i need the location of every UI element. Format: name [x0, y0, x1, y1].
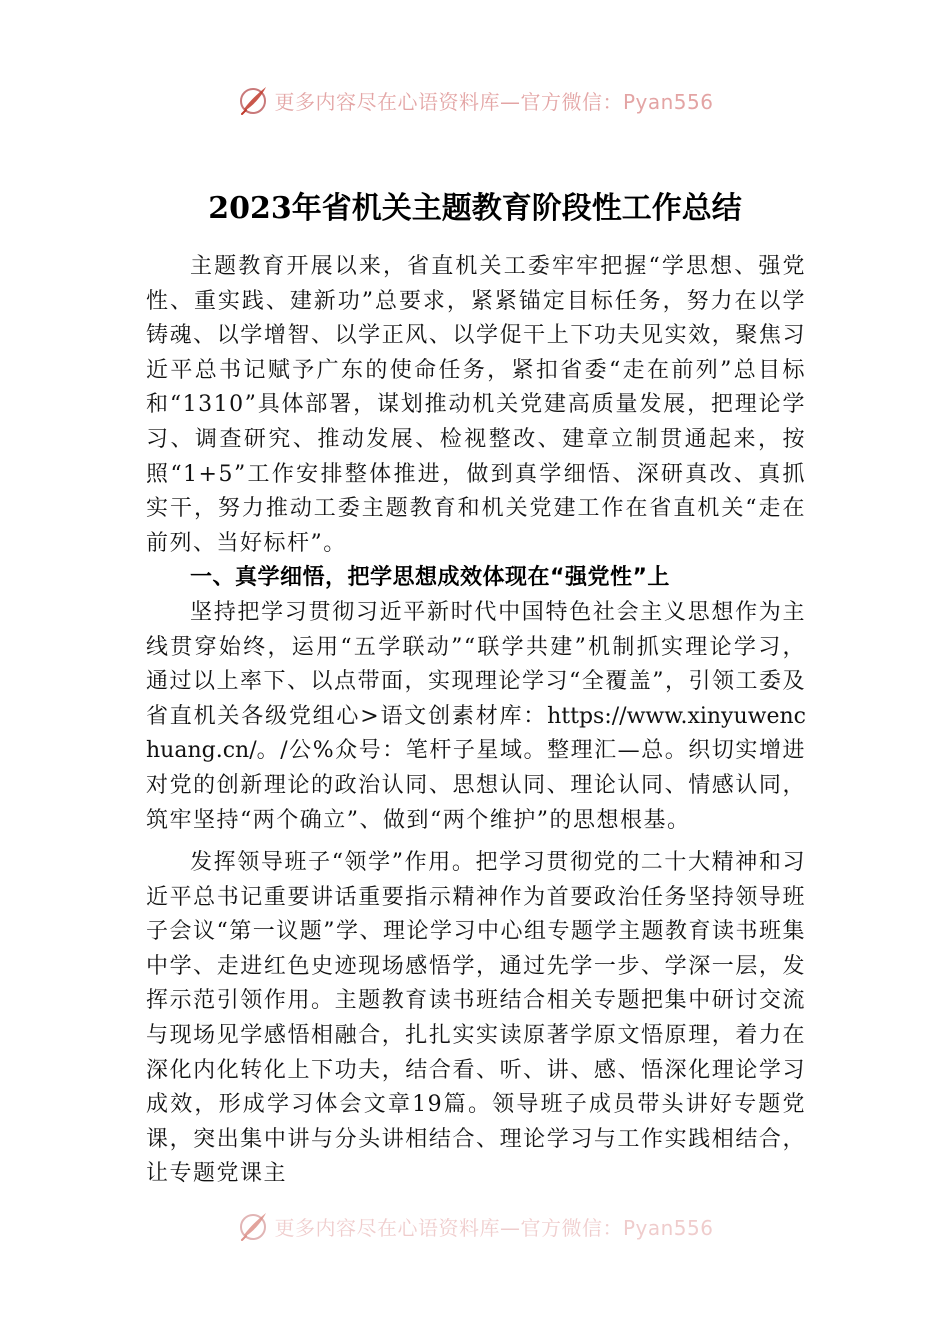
watermark-banner-text: 更多内容尽在心语资料库—官方微信：Pyan556 [274, 89, 714, 114]
section1-paragraph-2: 发挥领导班子“领学”作用。把学习贯彻党的二十大精神和习近平总书记重要讲话重要指示精神作为首要政治任务坚持领导班子会议“第一议题”学、理论学习中心组专题学主题教育读书班集中学、走进红色史迹现场感悟学，通过先学一步、学深一层，发挥示范引领作用。主题教育读书班结合相关专题把集中研讨交流与现场见学感悟相融合，扎扎实实读原著学原文悟原理，着力在深化内化转化上下功夫，结合看、听、讲、感、悟深化理论学习成效，形成学习体会文章19篇。领导班子成员带头讲好专题党课，突出集中讲与分头讲相结合、理论学习与工作实践相结合，让专题党课主 [146, 850, 806, 1187]
document-body [146, 250, 806, 1192]
section1-paragraph-1-text-b: 。/公%众号：笔杆子星域。整理汇—总。织切实增进对党的创新理论的政治认同、思想认同、理论认同、情感认同，筑牢坚持“两个确立”、做到“两个维护”的思想根基。 [146, 738, 806, 833]
section1-paragraph-1-text-a: 坚持把学习贯彻习近平新时代中国特色社会主义思想作为主线贯穿始终，运用“五学联动”“联学共建”机制抓实理论学习，通过以上率下、以点带面，实现理论学习“全覆盖”，引领工委及省直机关各级党组心>语文创素材库： [146, 599, 806, 729]
watermark-banner-top [0, 80, 950, 120]
watermark-banner-content [236, 83, 713, 117]
watermark-banner-text-bottom: 更多内容尽在心语资料库—官方微信：Pyan556 [274, 1215, 714, 1240]
watermark-banner-content-bottom [236, 1209, 713, 1243]
section-heading-1: 一、真学细悟，把学思想成效体现在“强党性”上 [190, 565, 670, 591]
document-title: 2023年省机关主题教育阶段性工作总结 [208, 191, 742, 226]
feather-quill-logo-icon [236, 1209, 270, 1243]
section1-paragraph-1 [146, 596, 806, 838]
intro-paragraph: 主题教育开展以来，省直机关工委牢牢把握“学思想、强党性、重实践、建新功”总要求，紧紧锚定目标任务，努力在以学铸魂、以学增智、以学正风、以学促干上下功夫见实效，聚焦习近平总书记赋予广东的使命任务，紧扣省委“走在前列”总目标和“1310”具体部署，谋划推动机关党建高质量发展，把理论学习、调查研究、推动发展、检视整改、建章立制贯通起来，按照“1+5”工作安排整体推进，做到真学细悟、深研真改、真抓实干，努力推动工委主题教育和机关党建工作在省直机关“走在前列、当好标杆”。 [146, 254, 806, 556]
watermark-banner-bottom [0, 1206, 950, 1246]
feather-quill-logo-icon [236, 83, 270, 117]
website-url-text: https://www.xinyuwenchuang.cn/ [146, 703, 806, 764]
